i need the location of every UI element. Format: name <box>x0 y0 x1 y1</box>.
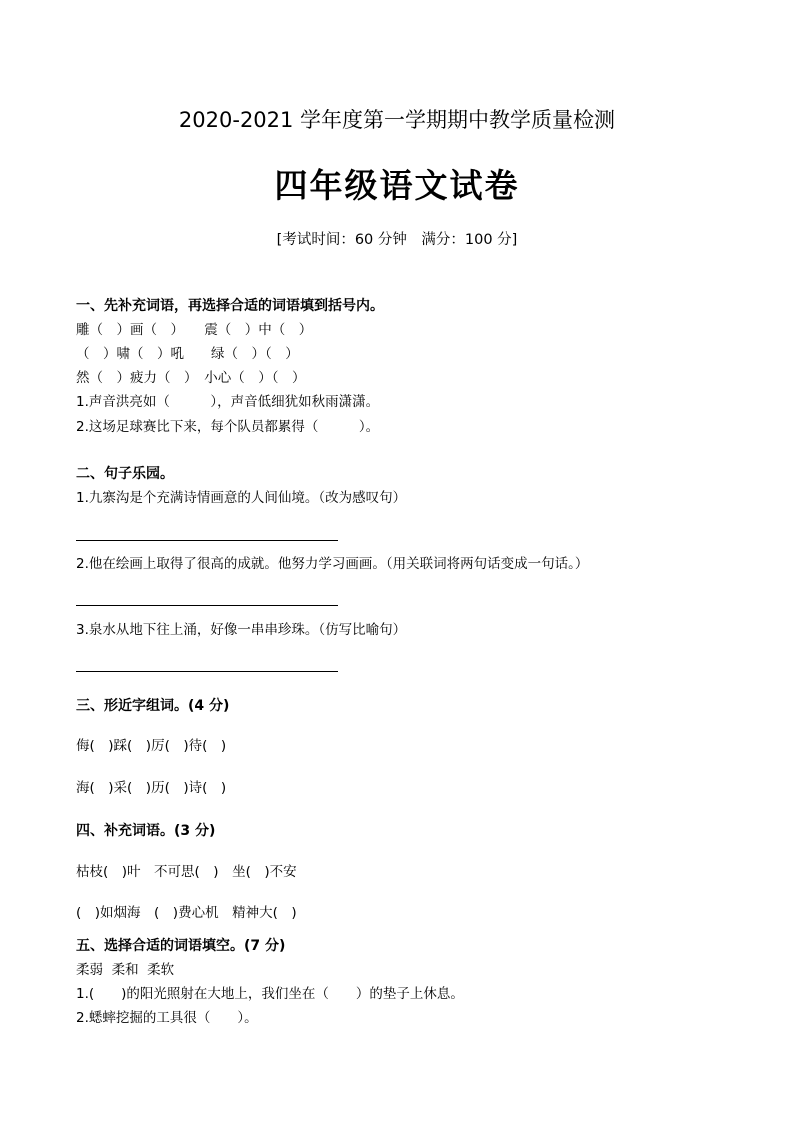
section4-row1: 枯枝( )叶 不可思( ) 坐( )不安 <box>76 864 297 880</box>
exam-info: [考试时间：60 分钟 满分：100 分] <box>276 232 518 248</box>
section2-question3: 3.泉水从地下往上涌，好像一串串珍珠。（仿写比喻句） <box>76 622 407 638</box>
answer-line-1[interactable] <box>76 540 338 541</box>
exam-term-title: 2020-2021 学年度第一学期期中教学质量检测 <box>178 108 616 132</box>
exam-paper-title: 四年级语文试卷 <box>274 166 520 205</box>
section5-question1: 1.( )的阳光照射在大地上，我们坐在（ ）的垫子上休息。 <box>76 986 464 1002</box>
section1-row2: （ ）啸（ ）吼 绿（ ）（ ） <box>76 346 299 362</box>
section1-question1: 1.声音洪亮如（ ），声音低细犹如秋雨潇潇。 <box>76 394 380 410</box>
section5-heading: 五、选择合适的词语填空。(7 分) <box>76 938 286 954</box>
section1-row1: 雕（ ）画（ ） 震（ ）中（ ） <box>76 322 313 338</box>
section3-heading: 三、形近字组词。(4 分) <box>76 698 230 714</box>
section1-row3: 然（ ）疲力（ ） 小心（ ）（ ） <box>76 370 306 386</box>
section3-row1: 侮( )踩( )厉( )待( ) <box>76 738 227 754</box>
answer-line-2[interactable] <box>76 605 338 606</box>
section2-heading: 二、句子乐园。 <box>76 466 174 482</box>
section2-question2: 2.他在绘画上取得了很高的成就。他努力学习画画。（用关联词将两句话变成一句话。） <box>76 556 589 572</box>
answer-line-3[interactable] <box>76 671 338 672</box>
section5-word-choices: 柔弱 柔和 柔软 <box>76 962 175 978</box>
section4-row2: ( )如烟海 ( )费心机 精神大( ) <box>76 905 297 921</box>
section4-heading: 四、补充词语。(3 分) <box>76 823 216 839</box>
section2-question1: 1.九寨沟是个充满诗情画意的人间仙境。（改为感叹句） <box>76 490 407 506</box>
section3-row2: 海( )采( )历( )诗( ) <box>76 780 227 796</box>
section1-question2: 2.这场足球赛比下来，每个队员都累得（ ）。 <box>76 419 380 435</box>
section5-question2: 2.蟋蟀挖掘的工具很（ ）。 <box>76 1010 258 1026</box>
section1-heading: 一、先补充词语，再选择合适的词语填到括号内。 <box>76 298 384 314</box>
